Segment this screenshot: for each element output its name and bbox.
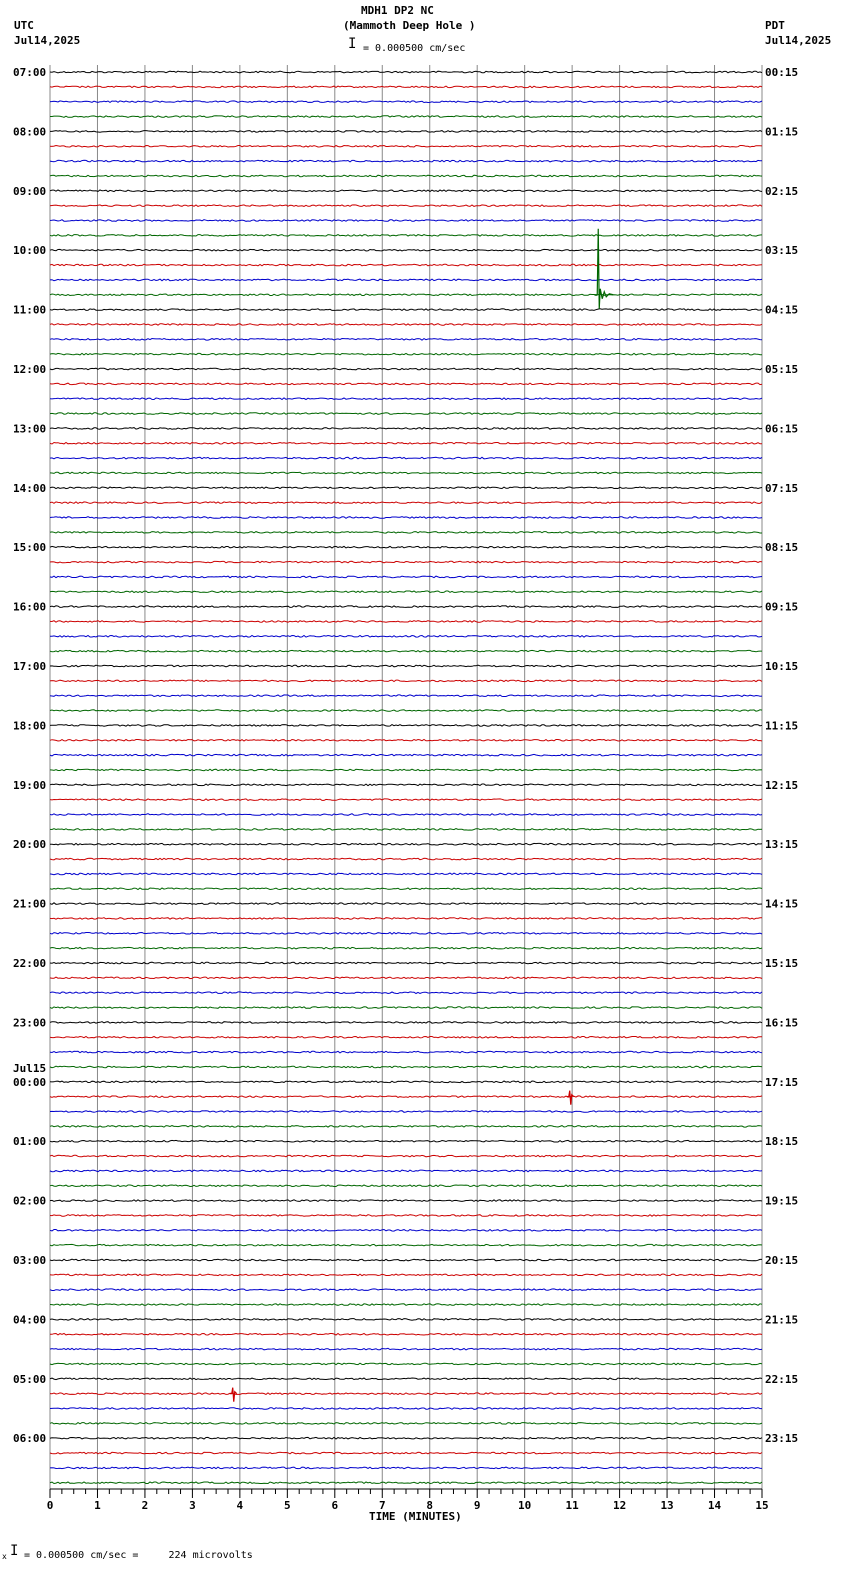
trace-line [50,1022,762,1024]
trace-line [50,546,762,548]
trace-line [50,116,762,118]
trace-line [50,1081,762,1083]
trace-line [50,888,762,890]
trace-line [50,1170,762,1172]
pdt-hour-label: 12:15 [765,778,799,792]
trace-line [50,977,762,979]
pdt-hour-label: 03:15 [765,244,799,258]
utc-hour-label: 20:00 [13,838,47,852]
x-tick-label: 8 [426,1499,434,1512]
pdt-hour-label: 21:15 [765,1313,799,1327]
trace-line [50,457,762,459]
trace-line [50,740,762,742]
trace-line [50,309,762,311]
event-signal [594,229,613,309]
trace-line [50,101,762,103]
trace-line [50,264,762,266]
trace-line [50,160,762,162]
left-timezone: UTC [14,19,34,32]
utc-hour-label: 08:00 [13,125,47,139]
trace-line [50,1111,762,1113]
utc-hour-label: 21:00 [13,897,47,911]
utc-hour-label: 15:00 [13,541,47,555]
trace-line [50,814,762,816]
trace-line [50,443,762,445]
trace-line [50,695,762,697]
utc-hour-label: 04:00 [13,1313,47,1327]
trace-line [50,576,762,578]
x-tick-label: 6 [331,1499,339,1512]
trace-line [50,725,762,727]
trace-line [50,294,762,296]
trace-line [50,561,762,563]
utc-hour-label: 11:00 [13,303,47,317]
x-tick-label: 11 [565,1499,579,1512]
pdt-hour-label: 23:15 [765,1432,799,1446]
trace-line [50,1348,762,1350]
x-tick-label: 7 [378,1499,386,1512]
x-axis-label: TIME (MINUTES) [369,1510,462,1523]
pdt-hour-label: 09:15 [765,600,799,614]
trace-line [50,829,762,831]
pdt-hour-label: 02:15 [765,184,799,198]
trace-line [50,131,762,133]
footer-scale-icon: I [10,1543,19,1559]
pdt-hour-label: 10:15 [765,660,799,673]
trace-line [50,858,762,860]
trace-line [50,339,762,341]
trace-line [50,368,762,370]
trace-line [50,413,762,415]
x-tick-label: 0 [46,1499,54,1512]
trace-line [50,1437,762,1439]
trace-line [50,1393,762,1395]
utc-hour-label: 01:00 [13,1135,47,1149]
trace-line [50,190,762,192]
utc-hour-label: 17:00 [13,660,47,673]
scale-text: = 0.000500 cm/sec [363,43,466,54]
footer-scale-text: = 0.000500 cm/sec = 224 microvolts [24,1550,253,1561]
trace-line [50,1482,762,1484]
trace-line [50,1155,762,1157]
time-axis [47,1489,769,1512]
trace-line [50,517,762,519]
trace-line [50,175,762,177]
trace-line [50,769,762,771]
trace-line [50,383,762,385]
pdt-hour-label: 04:15 [765,303,799,317]
utc-hour-label: 05:00 [13,1372,47,1386]
trace-line [50,843,762,845]
trace-line [50,1334,762,1336]
x-tick-label: 12 [612,1499,627,1512]
trace-line [50,754,762,756]
trace-line [50,1289,762,1291]
trace-line [50,1423,762,1425]
trace-line [50,962,762,964]
trace-line [50,1051,762,1053]
pdt-hour-label: 17:15 [765,1075,799,1089]
trace-line [50,1140,762,1142]
x-tick-label: 4 [236,1499,244,1512]
trace-line [50,502,762,504]
x-tick-label: 9 [473,1499,481,1512]
utc-hour-label: 16:00 [13,600,47,614]
trace-line [50,1037,762,1039]
station-location: (Mammoth Deep Hole ) [343,19,476,32]
x-tick-label: 10 [518,1499,532,1512]
trace-line [50,428,762,430]
trace-line [50,873,762,875]
utc-hour-label: 14:00 [13,481,47,495]
trace-line [50,1274,762,1276]
trace-line [50,279,762,281]
x-tick-label: 15 [755,1499,769,1512]
trace-line [50,1452,762,1454]
pdt-hour-label: 11:15 [765,719,799,733]
pdt-hour-label: 08:15 [765,541,799,555]
pdt-hour-label: 14:15 [765,897,799,911]
trace-line [50,606,762,608]
trace-line [50,918,762,920]
pdt-hour-label: 22:15 [765,1372,799,1386]
trace-line [50,205,762,207]
trace-line [50,1363,762,1365]
traces [50,71,762,1483]
pdt-hour-label: 06:15 [765,422,799,436]
x-tick-label: 13 [660,1499,674,1512]
right-timezone: PDT [765,19,785,32]
pdt-hour-label: 15:15 [765,957,799,970]
trace-line [50,1408,762,1410]
trace-line [50,1096,762,1098]
utc-hour-label: 12:00 [13,363,47,376]
trace-line [50,1066,762,1068]
trace-line [50,220,762,222]
trace-line [50,353,762,355]
utc-hour-label: 03:00 [13,1254,47,1267]
trace-line [50,933,762,935]
x-tick-label: 5 [284,1499,291,1512]
trace-line [50,532,762,534]
pdt-hour-label: 18:15 [765,1135,799,1149]
pdt-hour-label: 20:15 [765,1254,799,1267]
trace-line [50,784,762,786]
utc-hour-label: 10:00 [13,244,47,258]
station-title: MDH1 DP2 NC [361,4,434,17]
trace-line [50,591,762,593]
trace-line [50,398,762,400]
x-tick-label: 1 [94,1499,101,1512]
trace-line [50,324,762,326]
trace-line [50,249,762,251]
left-date: Jul14,2025 [14,34,81,47]
trace-line [50,1007,762,1009]
pdt-hour-label: 05:15 [765,363,799,376]
pdt-hour-label: 13:15 [765,838,799,852]
trace-line [50,1259,762,1261]
footer-marker: x [2,1552,7,1561]
utc-hour-label: 00:00 [13,1075,47,1089]
right-date: Jul14,2025 [765,34,832,47]
trace-line [50,1185,762,1187]
trace-line [50,1230,762,1232]
trace-line [50,235,762,237]
trace-line [50,487,762,489]
event-signal [567,1091,574,1105]
utc-hour-label: 02:00 [13,1194,47,1208]
trace-line [50,710,762,712]
utc-hour-label: 09:00 [13,184,47,198]
trace-line [50,1126,762,1128]
trace-line [50,650,762,652]
trace-line [50,1304,762,1306]
utc-hour-label: 13:00 [13,422,47,436]
trace-line [50,992,762,994]
x-tick-label: 3 [189,1499,196,1512]
trace-line [50,665,762,667]
trace-line [50,71,762,73]
utc-hour-label: 19:00 [13,778,47,792]
trace-line [50,680,762,682]
scale-bar-icon: I [348,36,357,52]
x-tick-label: 2 [141,1499,149,1512]
pdt-hour-label: 16:15 [765,1016,799,1030]
trace-line [50,799,762,801]
trace-line [50,621,762,623]
minute-grid [50,65,762,1490]
pdt-hour-label: 19:15 [765,1194,799,1208]
trace-line [50,1467,762,1469]
trace-line [50,1319,762,1321]
trace-line [50,636,762,638]
x-tick-label: 14 [707,1499,722,1512]
utc-hour-label: 18:00 [13,719,47,733]
trace-line [50,1378,762,1380]
trace-line [50,1244,762,1246]
trace-line [50,1200,762,1202]
date-change-label: Jul15 [13,1061,47,1075]
pdt-hour-label: 01:15 [765,125,799,139]
trace-line [50,472,762,474]
trace-line [50,146,762,148]
pdt-hour-label: 00:15 [765,66,799,79]
utc-hour-label: 07:00 [13,66,47,79]
utc-hour-label: 06:00 [13,1432,47,1446]
trace-line [50,86,762,88]
trace-line [50,903,762,905]
trace-line [50,947,762,949]
utc-hour-label: 22:00 [13,957,47,970]
trace-line [50,1215,762,1217]
utc-hour-label: 23:00 [13,1016,47,1030]
pdt-hour-label: 07:15 [765,481,799,495]
